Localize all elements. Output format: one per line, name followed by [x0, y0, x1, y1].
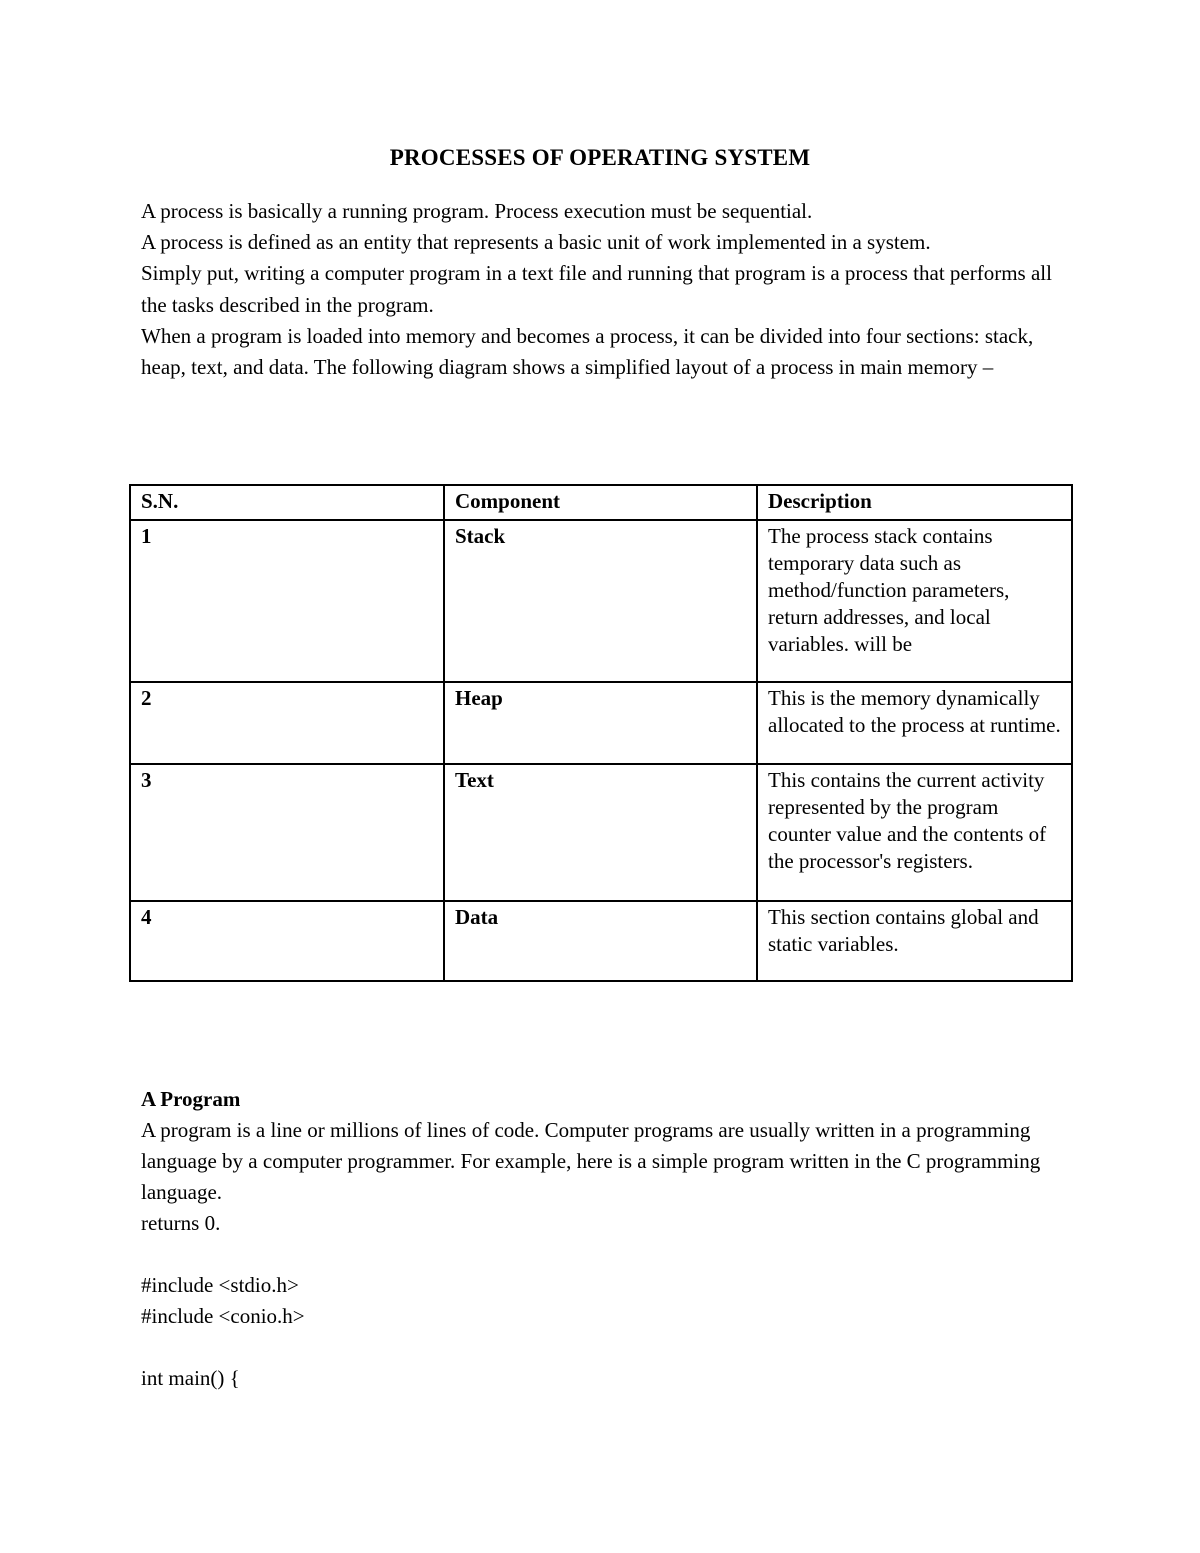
- cell-sn: 4: [130, 901, 444, 981]
- header-component: Component: [444, 485, 757, 520]
- code-line: int main() {: [141, 1366, 240, 1390]
- cell-description: This contains the current activity represented by the program counter value and the contents of the processor's registers.: [757, 764, 1072, 901]
- intro-paragraph: When a program is loaded into memory and becomes a process, it can be divided into four sections: stack, heap, text, and data. The following diagram shows a simplified layout of a process in main memory –: [141, 323, 1034, 380]
- intro-text: [141, 196, 1061, 383]
- program-paragraph: A program is a line or millions of lines of code. Computer programs are usually written in a programming language by a computer programmer. For example, here is a simple program written in the C programming language.: [141, 1118, 1041, 1204]
- cell-component: Heap: [444, 682, 757, 764]
- page-title: PROCESSES OF OPERATING SYSTEM: [389, 145, 811, 170]
- cell-description: This section contains global and static variables.: [757, 901, 1072, 981]
- intro-paragraph: A process is basically a running program. Process execution must be sequential.: [141, 199, 813, 223]
- cell-component: Data: [444, 901, 757, 981]
- cell-component: Text: [444, 764, 757, 901]
- code-line: #include <stdio.h>: [141, 1273, 299, 1297]
- intro-paragraph: Simply put, writing a computer program in a text file and running that program is a process that performs all the tasks described in the program.: [141, 261, 1052, 317]
- header-description: Description: [757, 485, 1072, 520]
- program-section: [141, 1084, 1061, 1394]
- returns-line: returns 0.: [141, 1211, 221, 1235]
- intro-paragraph: A process is defined as an entity that represents a basic unit of work implemented in a system.: [141, 230, 931, 255]
- header-sn: S.N.: [130, 485, 444, 520]
- table-row: [130, 764, 1072, 901]
- cell-description: The process stack contains temporary data such as method/function parameters, return addresses, and local variables. will be: [757, 520, 1072, 682]
- table-header-row: [130, 485, 1072, 520]
- cell-description: This is the memory dynamically allocated to the process at runtime.: [757, 682, 1072, 764]
- table-row: [130, 520, 1072, 682]
- cell-sn: 3: [130, 764, 444, 901]
- cell-sn: 1: [130, 520, 444, 682]
- cell-component: Stack: [444, 520, 757, 682]
- blank-line: [141, 1239, 1061, 1270]
- code-line: #include <conio.h>: [141, 1304, 305, 1328]
- cell-sn: 2: [130, 682, 444, 764]
- table-row: [130, 901, 1072, 981]
- section-heading: A Program: [141, 1087, 241, 1111]
- table-row: [130, 682, 1072, 764]
- process-sections-table: [129, 484, 1073, 982]
- blank-line: [141, 1332, 1061, 1363]
